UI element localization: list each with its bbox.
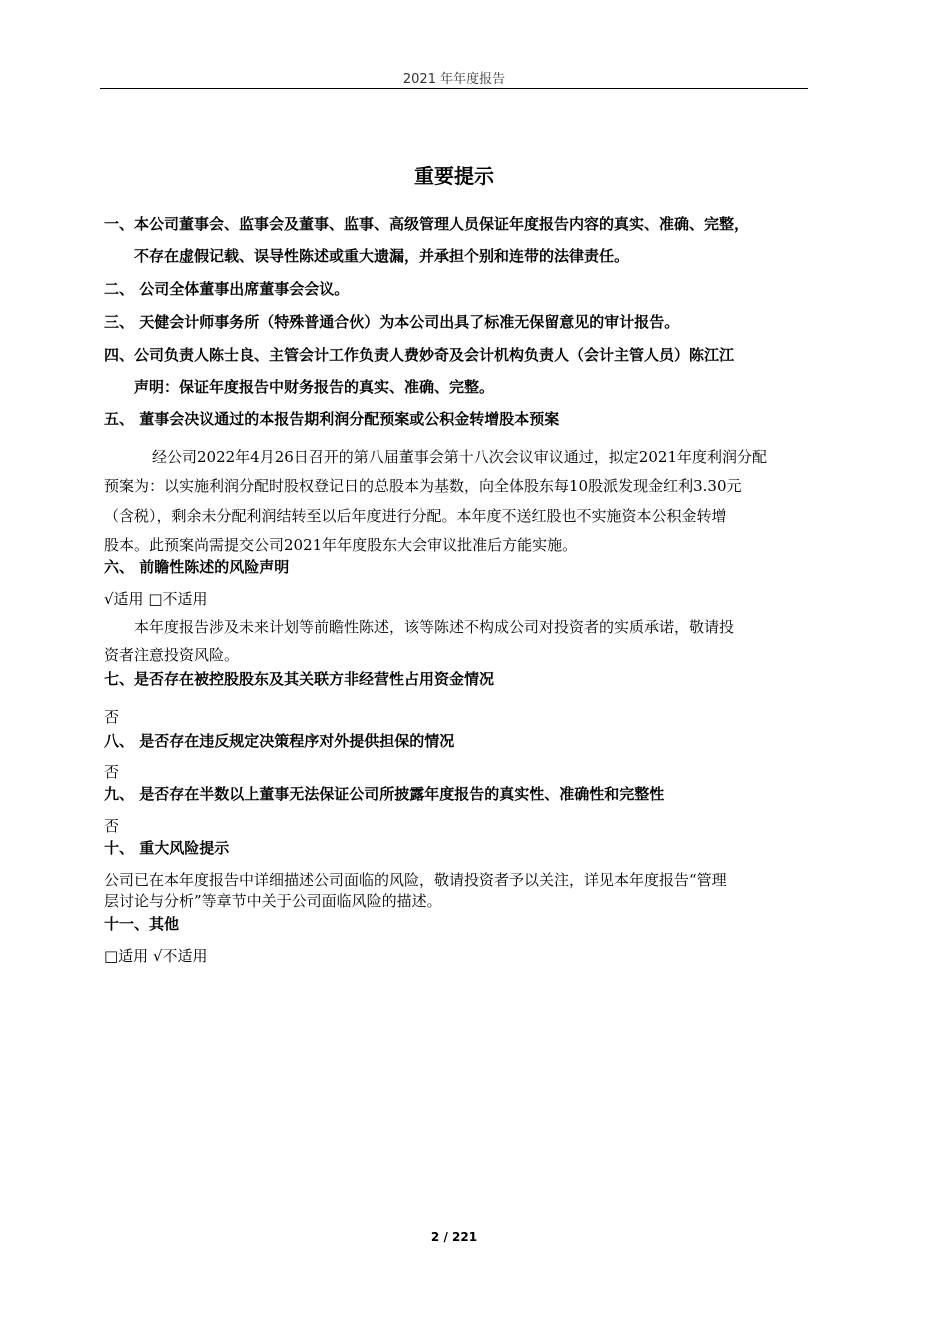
item-7-answer: 否 [104, 708, 120, 726]
item-3: 三、 天健会计师事务所（特殊普通合伙）为本公司出具了标准无保留意见的审计报告。 [104, 313, 680, 331]
item-2: 二、 公司全体董事出席董事会会议。 [104, 280, 350, 298]
page-title: 重要提示 [414, 164, 494, 188]
item-5-para-line-3: （含税），剩余未分配利润结转至以后年度进行分配。本年度不送红股也不实施资本公积金转增 [104, 507, 727, 525]
item-10-para-line-2: 层讨论与分析”等章节中关于公司面临风险的描述。 [104, 892, 442, 910]
item-5-heading: 五、 董事会决议通过的本报告期利润分配预案或公积金转增股本预案 [104, 410, 560, 428]
item-7-heading: 七、是否存在被控股股东及其关联方非经营性占用资金情况 [104, 670, 495, 688]
item-11-applicability: □适用 √不适用 [104, 947, 208, 965]
page-number: 2 / 221 [430, 1230, 478, 1244]
item-10-heading: 十、 重大风险提示 [104, 839, 230, 857]
item-6-applicability: √适用 □不适用 [104, 590, 208, 608]
item-6-para-line-1: 本年度报告涉及未来计划等前瞻性陈述，该等陈述不构成公司对投资者的实质承诺，敬请投 [134, 618, 735, 636]
item-6-para-line-2: 资者注意投资风险。 [104, 646, 240, 664]
item-8-answer: 否 [104, 763, 120, 781]
item-5-para-line-1: 经公司2022年4月26日召开的第八届董事会第十八次会议审议通过，拟定2021年度利润分配 [152, 448, 767, 466]
item-9-answer: 否 [104, 817, 120, 835]
item-5-para-line-2: 预案为：以实施利润分配时股权登记日的总股本为基数，向全体股东每10股派发现金红利3.30元 [104, 477, 742, 495]
item-5-para-line-4: 股本。此预案尚需提交公司2021年年度股东大会审议批准后方能实施。 [104, 536, 578, 554]
item-1-line-2: 不存在虚假记载、误导性陈述或重大遗漏，并承担个别和连带的法律责任。 [134, 247, 630, 265]
item-9-heading: 九、 是否存在半数以上董事无法保证公司所披露年度报告的真实性、准确性和完整性 [104, 785, 665, 803]
item-6-heading: 六、 前瞻性陈述的风险声明 [104, 558, 290, 576]
item-4-line-2: 声明：保证年度报告中财务报告的真实、准确、完整。 [134, 378, 495, 396]
page-header: 2021 年年度报告 [402, 72, 506, 87]
item-11-heading: 十一、其他 [104, 915, 180, 933]
item-4-line-1: 四、公司负责人陈士良、主管会计工作负责人费妙奇及会计机构负责人（会计主管人员）陈江江 [104, 346, 735, 364]
header-divider [100, 88, 808, 89]
item-8-heading: 八、 是否存在违反规定决策程序对外提供担保的情况 [104, 732, 455, 750]
item-1-line-1: 一、本公司董事会、监事会及董事、监事、高级管理人员保证年度报告内容的真实、准确、完整， [104, 215, 750, 233]
item-10-para-line-1: 公司已在本年度报告中详细描述公司面临的风险，敬请投资者予以关注，详见本年度报告“管理 [104, 871, 727, 889]
